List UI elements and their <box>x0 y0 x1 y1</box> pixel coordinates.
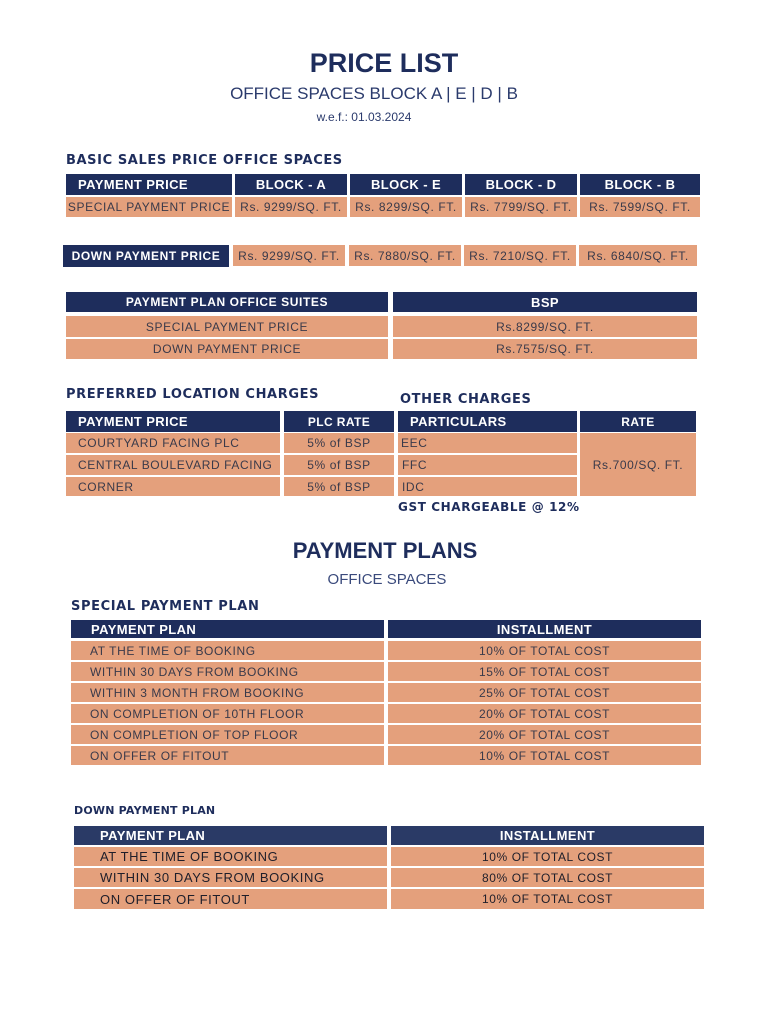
special-plan-row-value: 10% OF TOTAL COST <box>388 746 701 765</box>
plc-row-boulevard-label: CENTRAL BOULEVARD FACING <box>66 455 280 475</box>
plc-row-corner-label: CORNER <box>66 477 280 496</box>
special-plan-row-label: AT THE TIME OF BOOKING <box>71 641 384 660</box>
other-header-particulars: PARTICULARS <box>398 411 577 432</box>
page-title: PRICE LIST <box>309 48 459 78</box>
payment-plans-title: PAYMENT PLANS <box>292 538 478 563</box>
special-plan-row-label: WITHIN 3 MONTH FROM BOOKING <box>71 683 384 702</box>
bsp-down-block-a: Rs. 9299/SQ. FT. <box>233 245 345 266</box>
bsp-header-block-e: BLOCK - E <box>350 174 462 195</box>
bsp-special-block-b: Rs. 7599/SQ. FT. <box>580 197 700 217</box>
down-plan-header-installment: INSTALLMENT <box>391 826 704 845</box>
bsp-special-block-d: Rs. 7799/SQ. FT. <box>465 197 577 217</box>
special-plan-row-label: ON COMPLETION OF 10TH FLOOR <box>71 704 384 723</box>
special-plan-row-label: ON OFFER OF FITOUT <box>71 746 384 765</box>
special-plan-row-value: 25% OF TOTAL COST <box>388 683 701 702</box>
down-plan-row-value: 80% OF TOTAL COST <box>391 868 704 887</box>
special-plan-header-installment: INSTALLMENT <box>388 620 701 638</box>
down-plan-row-value: 10% OF TOTAL COST <box>391 889 704 909</box>
special-plan-row-value: 15% OF TOTAL COST <box>388 662 701 681</box>
down-plan-row-label: ON OFFER OF FITOUT <box>74 889 387 909</box>
down-plan-row-label: AT THE TIME OF BOOKING <box>74 847 387 866</box>
bsp-header-payment-price: PAYMENT PRICE <box>66 174 232 195</box>
suites-special-label: SPECIAL PAYMENT PRICE <box>66 316 388 337</box>
other-section-title: OTHER CHARGES <box>400 392 532 407</box>
suites-header-plan: PAYMENT PLAN OFFICE SUITES <box>66 292 388 312</box>
bsp-special-block-a: Rs. 9299/SQ. FT. <box>235 197 347 217</box>
other-rate-value: Rs.700/SQ. FT. <box>580 433 696 496</box>
special-plan-row-value: 20% OF TOTAL COST <box>388 704 701 723</box>
down-plan-row-value: 10% OF TOTAL COST <box>391 847 704 866</box>
bsp-down-block-d: Rs. 7210/SQ. FT. <box>464 245 576 266</box>
suites-special-value: Rs.8299/SQ. FT. <box>393 316 697 337</box>
plc-section-title: PREFERRED LOCATION CHARGES <box>66 387 320 402</box>
special-plan-row-label: ON COMPLETION OF TOP FLOOR <box>71 725 384 744</box>
special-plan-row-value: 20% OF TOTAL COST <box>388 725 701 744</box>
other-header-rate: RATE <box>580 411 696 432</box>
special-plan-row-label: WITHIN 30 DAYS FROM BOOKING <box>71 662 384 681</box>
bsp-down-block-b: Rs. 6840/SQ. FT. <box>579 245 697 266</box>
bsp-special-block-e: Rs. 8299/SQ. FT. <box>350 197 462 217</box>
special-plan-header-plan: PAYMENT PLAN <box>71 620 384 638</box>
plc-row-boulevard-rate: 5% of BSP <box>284 455 394 475</box>
effective-date: w.e.f.: 01.03.2024 <box>316 110 412 124</box>
bsp-down-block-e: Rs. 7880/SQ. FT. <box>349 245 461 266</box>
down-plan-row-label: WITHIN 30 DAYS FROM BOOKING <box>74 868 387 887</box>
suites-header-bsp: BSP <box>393 292 697 312</box>
other-item-ffc: FFC <box>398 455 577 475</box>
page-subtitle: OFFICE SPACES BLOCK A | E | D | B <box>230 84 518 103</box>
other-item-eec: EEC <box>398 433 577 453</box>
other-item-idc: IDC <box>398 477 577 496</box>
down-plan-section-title: DOWN PAYMENT PLAN <box>74 804 216 817</box>
plc-header-payment-price: PAYMENT PRICE <box>66 411 280 432</box>
plc-row-courtyard-label: COURTYARD FACING PLC <box>66 433 280 453</box>
payment-plans-subtitle: OFFICE SPACES <box>327 571 447 588</box>
suites-down-label: DOWN PAYMENT PRICE <box>66 339 388 359</box>
bsp-header-block-a: BLOCK - A <box>235 174 347 195</box>
plc-header-rate: PLC RATE <box>284 411 394 432</box>
bsp-header-block-d: BLOCK - D <box>465 174 577 195</box>
plc-row-corner-rate: 5% of BSP <box>284 477 394 496</box>
special-plan-section-title: SPECIAL PAYMENT PLAN <box>71 599 260 614</box>
down-plan-header-plan: PAYMENT PLAN <box>74 826 387 845</box>
bsp-special-label: SPECIAL PAYMENT PRICE <box>66 197 232 217</box>
bsp-down-label: DOWN PAYMENT PRICE <box>63 245 229 267</box>
special-plan-row-value: 10% OF TOTAL COST <box>388 641 701 660</box>
plc-row-courtyard-rate: 5% of BSP <box>284 433 394 453</box>
bsp-section-title: BASIC SALES PRICE OFFICE SPACES <box>66 153 343 168</box>
bsp-header-block-b: BLOCK - B <box>580 174 700 195</box>
gst-note: GST CHARGEABLE @ 12% <box>398 500 580 514</box>
suites-down-value: Rs.7575/SQ. FT. <box>393 339 697 359</box>
